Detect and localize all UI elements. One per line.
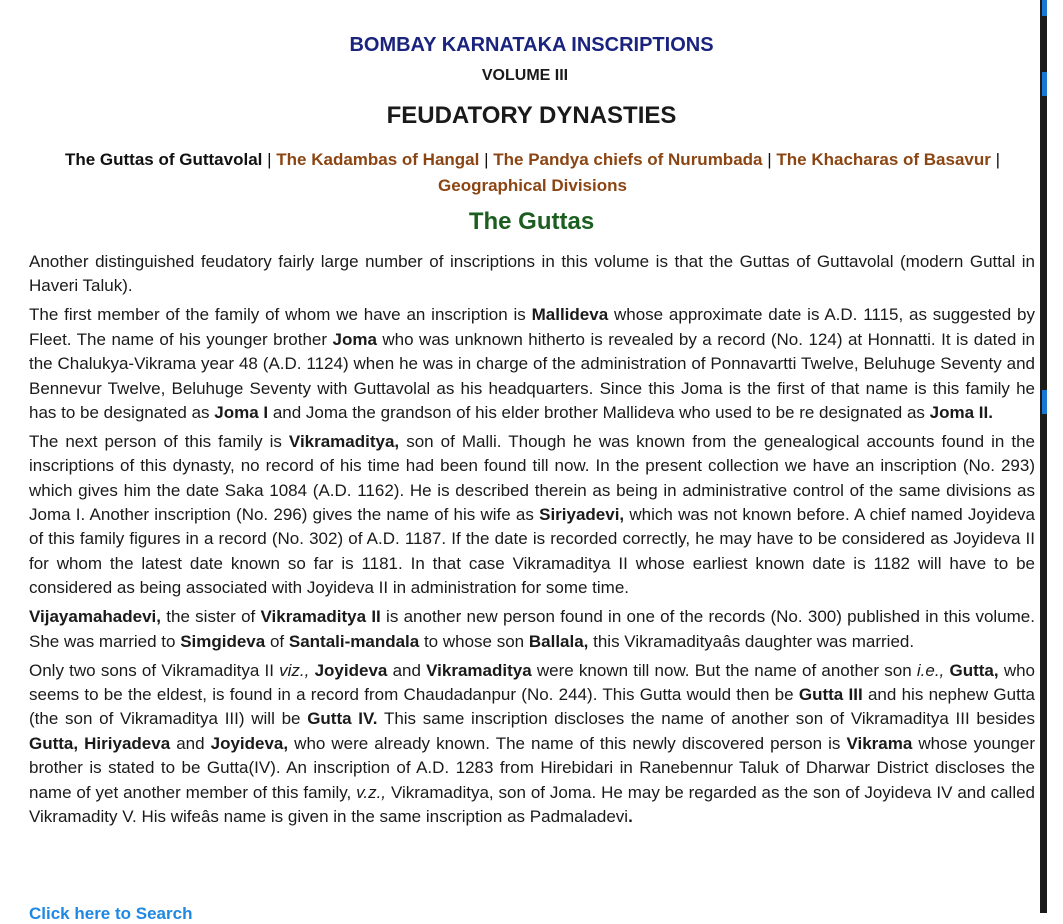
dynasty-heading: The Guttas bbox=[468, 208, 595, 235]
section-heading: FEUDATORY DYNASTIES bbox=[386, 102, 677, 129]
emphasized-name: Joyideva, bbox=[210, 733, 289, 753]
text-run: Vikramaditya, son of Joma. He may be regarded as the son of Joyideva IV and called Vikramadity V. His wifeâs name is given in the same inscription as Padmaladevi bbox=[29, 782, 1036, 826]
text-run: who was unknown hitherto is revealed by a record (No. 124) at Honnatti. It is dated in the Chalukya-Vikrama year 48 (A.D. 1124) when he was in charge of the administration of Ponnavartti Twelve, Beluhuge Seventy and Bennevur Twelve, Beluhuge Seventy with Guttavolal as his headquarters. Since this Joma is the first of that name is this family he has to be designated as bbox=[29, 329, 1036, 422]
text-run: Another distinguished feudatory fairly large number of inscriptions in this volume is that the Guttas of Guttavolal (modern Guttal in Haveri Taluk). bbox=[29, 252, 1035, 296]
emphasized-name: Vikramaditya II bbox=[260, 607, 381, 627]
emphasized-name: Joma bbox=[332, 329, 377, 349]
text-run: of bbox=[265, 631, 289, 651]
emphasized-name: Ballala, bbox=[528, 631, 589, 651]
nav-link-pandya[interactable]: The Pandya chiefs of Nurumbada bbox=[493, 150, 763, 169]
italic-term: i.e., bbox=[916, 660, 945, 680]
paragraph-1 bbox=[29, 250, 1035, 299]
emphasized-name: . bbox=[628, 806, 633, 826]
emphasized-name: Vijayamahadevi, bbox=[29, 607, 161, 627]
nav-link-kadambas[interactable]: The Kadambas of Hangal bbox=[276, 150, 480, 169]
text-run: and bbox=[387, 660, 427, 680]
text-run: Only two sons of Vikramaditya II bbox=[29, 660, 280, 680]
emphasized-name: Gutta IV. bbox=[307, 709, 378, 729]
emphasized-name: Joma I bbox=[214, 402, 269, 422]
text-run: to whose son bbox=[419, 631, 529, 651]
paragraph-2 bbox=[29, 303, 1035, 425]
dynasty-nav bbox=[55, 147, 1010, 199]
paragraph-3 bbox=[29, 430, 1035, 601]
emphasized-name: Joma II. bbox=[929, 402, 993, 422]
nav-link-khacharas[interactable]: The Khacharas of Basavur bbox=[776, 150, 991, 169]
nav-separator: | bbox=[767, 150, 772, 169]
scrollbar-marker bbox=[1042, 0, 1047, 16]
scrollbar-thumb[interactable] bbox=[1042, 390, 1047, 414]
emphasized-name: Simgideva bbox=[180, 631, 266, 651]
text-run: and his nephew Gutta (the son of Vikramaditya III) will be bbox=[29, 684, 1035, 729]
nav-separator: | bbox=[484, 150, 489, 169]
emphasized-name: Vikramaditya, bbox=[288, 431, 400, 451]
italic-term: v.z., bbox=[356, 782, 387, 802]
scrollbar-marker bbox=[1042, 72, 1047, 96]
italic-term: viz., bbox=[279, 660, 310, 680]
text-run: son of Malli. Though he was known from the genealogical accounts found in the inscriptions of this dynasty, no record of his time had been found till now. In the present collection we have an inscription (No. 293) which gives him the date Saka 1084 (A.D. 1162). He is described therein as being in administrative control of the same divisions as Joma I. Another inscription (No. 296) gives the name of his wife as bbox=[29, 431, 1035, 525]
emphasized-name: Mallideva bbox=[531, 305, 609, 325]
nav-separator: | bbox=[267, 150, 272, 169]
scrollbar-track[interactable] bbox=[1040, 0, 1047, 913]
nav-link-geographical-divisions[interactable]: Geographical Divisions bbox=[438, 176, 627, 195]
emphasized-name: Gutta, Hiriyadeva bbox=[29, 733, 171, 753]
search-link[interactable]: Click here to Search bbox=[29, 904, 193, 923]
nav-current-guttas: The Guttas of Guttavolal bbox=[64, 150, 263, 169]
text-run: were known till now. But the name of another son bbox=[531, 660, 917, 680]
text-run: The next person of this family is bbox=[29, 431, 289, 451]
text-run: The first member of the family of whom we have an inscription is bbox=[29, 305, 532, 325]
emphasized-name: Vikramaditya bbox=[426, 660, 532, 680]
emphasized-name: Vikrama bbox=[846, 733, 913, 753]
paragraph-4 bbox=[29, 605, 1035, 654]
text-run: and Joma the grandson of his elder brother Mallideva who used to be re designated as bbox=[268, 402, 930, 422]
emphasized-name: Gutta III bbox=[798, 684, 863, 704]
article-body bbox=[29, 250, 1035, 834]
text-run: and bbox=[170, 733, 211, 753]
text-run: this Vikramadityaâs daughter was married. bbox=[588, 631, 915, 651]
text-run: who seems to be the eldest, is found in a record from Chaudadanpur (No. 244). This Gutta would then be bbox=[29, 660, 1036, 704]
text-run: whose approximate date is A.D. 1115, as suggested by Fleet. The name of his younger brother bbox=[29, 305, 1036, 349]
emphasized-name: Siriyadevi, bbox=[539, 505, 625, 525]
text-run: is another new person found in one of the records (No. 300) published in this volume. She was married to bbox=[29, 607, 1035, 651]
emphasized-name: Santali-mandala bbox=[288, 631, 420, 651]
text-run: This same inscription discloses the name of another son of Vikramaditya III besides bbox=[377, 709, 1035, 729]
volume-label: VOLUME III bbox=[481, 67, 569, 84]
paragraph-5 bbox=[29, 659, 1035, 830]
nav-separator: | bbox=[995, 150, 1001, 169]
emphasized-name: Joyideva bbox=[314, 660, 388, 680]
text-run: whose younger brother is stated to be Gutta(IV). An inscription of A.D. 1283 from Hirebidari in Ranebennur Taluk of Dharwar District discloses the name of yet another member of this family, bbox=[29, 733, 1035, 802]
text-run: which was not known before. A chief named Joyideva of this family figures in a record (No. 302) of A.D. 1187. If the date is recorded correctly, he may have to be considered as Joyideva II for whom the latest date known so far is 1181. In that case Vikramaditya II whose earliest known date is 1182 will have to be considered as being associated with Joyideva II in administration for some time. bbox=[29, 505, 1035, 598]
text-run: who were already known. The name of this newly discovered person is bbox=[288, 733, 847, 753]
text-run: the sister of bbox=[161, 607, 261, 627]
page-title: BOMBAY KARNATAKA INSCRIPTIONS bbox=[349, 34, 714, 56]
emphasized-name: Gutta, bbox=[949, 660, 999, 680]
